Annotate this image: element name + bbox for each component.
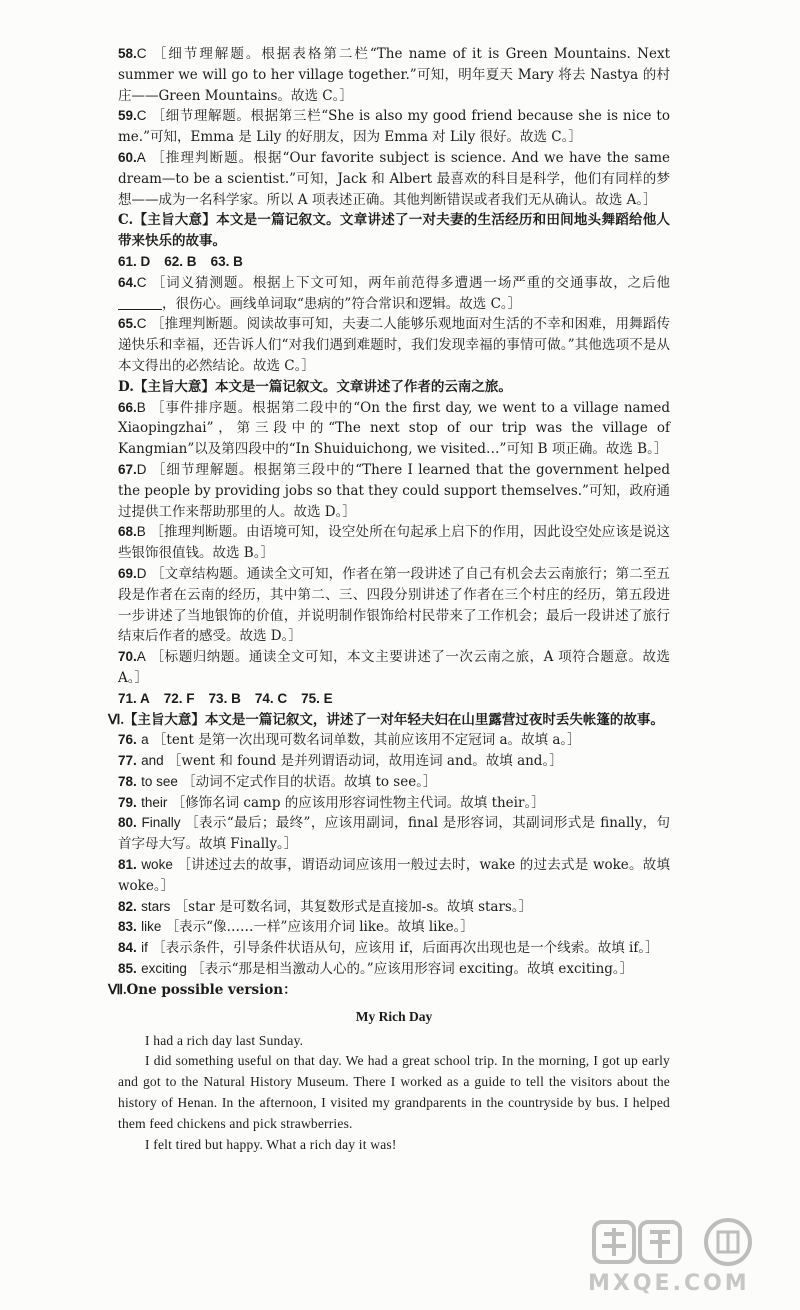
answer-item-80: 80. Finally ［表示“最后；最终”，应该用副词，final 是形容词，其副词形式是 finally，句首字母大写。故填 Finally。］	[118, 815, 670, 853]
watermark-text: MXQE.COM	[588, 1271, 750, 1296]
answer-item-65: 65.C ［推理判断题。阅读故事可知，夫妻二人能够乐观地面对生活的不幸和困难，用舞蹈传递快乐和幸福，还告诉人们“对我们遇到难题时，我们发现幸福的事情可做。”其他选项不是从本文得出的必然结论。故选 C。］	[118, 316, 671, 374]
answer-item-83: 83. like ［表示“像……一样”应该用介词 like。故填 like。］	[118, 919, 474, 936]
answer-item-79: 79. their ［修饰名词 camp 的应该用形容词性物主代词。故填 their。］	[118, 794, 545, 811]
answer-item-85: 85. exciting ［表示“那是相当激动人心的。”应该用形容词 exciting。故填 exciting。］	[118, 961, 634, 978]
section-c-summary: C.【主旨大意】本文是一篇记叙文。文章讲述了一对夫妻的生活经历和田间地头舞蹈给他人带来快乐的故事。	[118, 212, 670, 250]
essay-paragraph: I had a rich day last Sunday.	[145, 1032, 304, 1048]
section-vi-summary: Ⅵ.【主旨大意】本文是一篇记叙文，讲述了一对年轻夫妇在山里露营过夜时丢失帐篷的故事。	[108, 711, 664, 728]
answer-item-77: 77. and ［went 和 found 是并列谓语动词，故用连词 and。故填 and。］	[118, 753, 563, 770]
answer-item-69: 69.D ［文章结构题。通读全文可知，作者在第一段讲述了自己有机会去云南旅行；第二至五段是作者在云南的经历，其中第二、三、四段分别讲述了作者在三个村庄的经历，第五段进一步讲述了当地银饰的价值，并说明制作银饰给村民带来了工作机会；最后一段讲述了旅行结束后作者的感受。故选 D。］	[118, 565, 671, 645]
essay-title: My Rich Day	[355, 1008, 433, 1024]
answer-item-78: 78. to see ［动词不定式作目的状语。故填 to see。］	[118, 773, 437, 790]
answer-item-82: 82. stars ［star 是可数名词，其复数形式是直接加-s。故填 stars。］	[118, 898, 533, 915]
answer-item-68: 68.B ［推理判断题。由语境可知，设空处所在句起承上启下的作用，因此设空处应该是说这些银饰很值钱。故选 B。］	[118, 524, 671, 562]
answer-item-64: 64.C ［词义猜测题。根据上下文可知，两年前范得多遭遇一场严重的交通事故，之后他，很伤心。画线单词取“患病的”符合常识和逻辑。故选 C。］	[118, 274, 670, 312]
section-vii-heading: Ⅶ.One possible version：	[108, 981, 297, 998]
answer-item-76: 76. a ［tent 是第一次出现可数名词单数，其前应该用不定冠词 a。故填 a。］	[118, 732, 581, 749]
answer-item-84: 84. if ［表示条件，引导条件状语从句，应该用 if，后面再次出现也是一个线索。故填 if。］	[118, 940, 659, 957]
answer-item-58: 58.C ［细节理解题。根据表格第二栏“The name of it is Green Mountains. Next summer we will go to her village together.”可知，明年夏天 Mary 将去 Nastya 的村庄——Green Mountains。故选 C。］	[118, 46, 670, 104]
section-d-summary: D.【主旨大意】本文是一篇记叙文。文章讲述了作者的云南之旅。	[118, 378, 512, 395]
watermark-logo	[588, 1216, 778, 1296]
sample-essay	[118, 1007, 670, 1156]
answer-item-66: 66.B ［事件排序题。根据第二段中的“On the first day, we went to a village named Xiaopingzhai”，第三段中的“The next stop of our trip was the village of Kangmian”以及第四段中的“In Shuiduichong, we visited…”可知 B 项正确。故选 B。］	[118, 399, 671, 458]
answer-page	[108, 44, 671, 1155]
answer-item-81: 81. woke ［讲述过去的故事，谓语动词应该用一般过去时，wake 的过去式是 woke。故填 woke。］	[118, 857, 670, 894]
essay-paragraph: I felt tired but happy. What a rich day it was!	[145, 1136, 397, 1152]
answer-item-60: 60.A ［推理判断题。根据“Our favorite subject is science. And we have the same dream—to be a scientist.”可知，Jack 和 Albert 最喜欢的科目是科学，他们有同样的梦想——成为一名科学家。所以 A 项表述正确。其他判断错误或者我们无从确认。故选 A。］	[118, 149, 670, 208]
answer-item-67: 67.D ［细节理解题。根据第三段中的“There I learned that the government helped the people by providing jobs so that they could support themselves.”可知，政府通过提供工作来帮助那里的人。故选 D。］	[118, 461, 671, 520]
answer-row-71-75: 71. A 72. F 73. B 74. C 75. E	[118, 690, 333, 706]
blank-underline	[118, 297, 162, 310]
answer-item-59: 59.C ［细节理解题。根据第三栏“She is also my good friend because she is nice to me.”可知，Emma 是 Lily 的好朋友，因为 Emma 对 Lily 很好。故选 C。］	[118, 108, 670, 146]
answer-row-61-63: 61. D 62. B 63. B	[118, 253, 243, 269]
watermark-emblem-icon	[588, 1216, 778, 1272]
answer-item-70: 70.A ［标题归纳题。通读全文可知，本文主要讲述了一次云南之旅，A 项符合题意。故选 A。］	[118, 649, 670, 686]
essay-paragraph: I did something useful on that day. We had a great school trip. In the morning, I got up early and got to the Natural History Museum. There I worked as a guide to tell the visitors about the history of Henan. In the afternoon, I visited my grandparents in the countryside by bus. I helped them feed chickens and pick strawberries.	[118, 1053, 670, 1131]
